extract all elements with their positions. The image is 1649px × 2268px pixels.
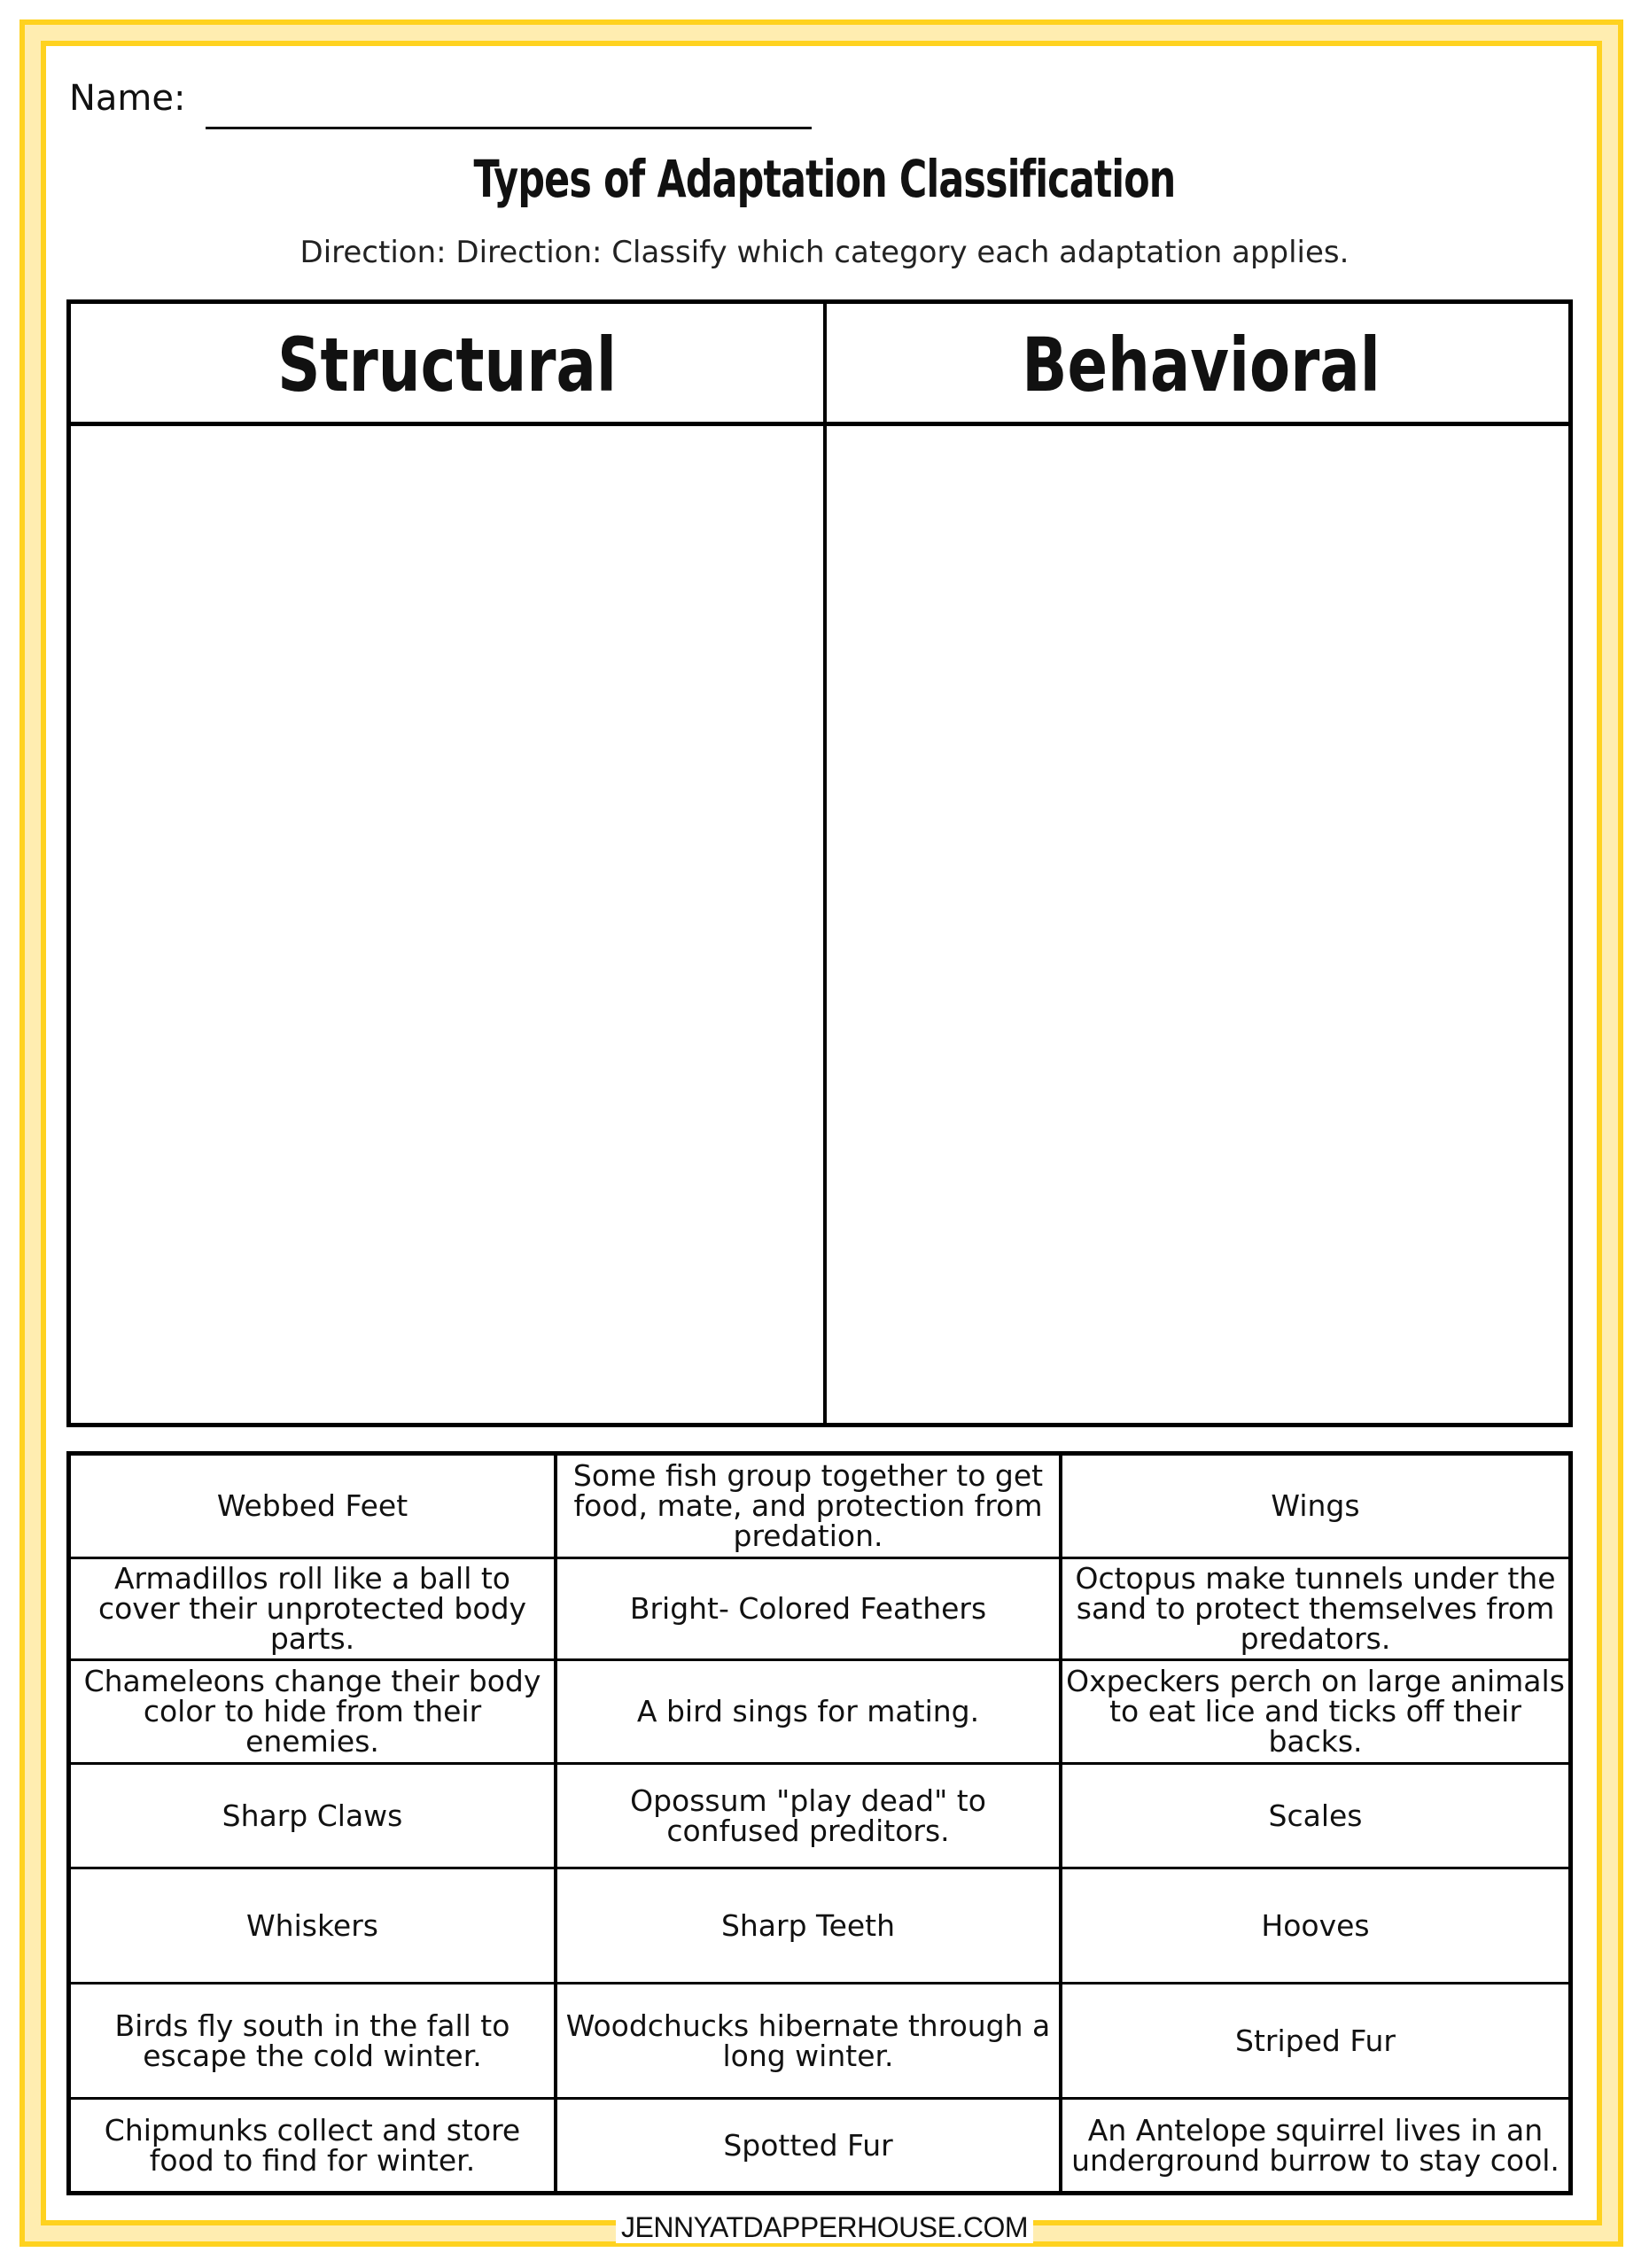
adaptation-card[interactable]: A bird sings for mating.: [557, 1661, 1062, 1765]
adaptation-card[interactable]: Bright- Colored Feathers: [557, 1559, 1062, 1661]
adaptation-card[interactable]: Spotted Fur: [557, 2100, 1062, 2191]
directions-text: Direction: Direction: Classify which category each adaptation applies.: [299, 235, 1350, 270]
adaptation-card[interactable]: Birds fly south in the fall to escape the cold winter.: [71, 1984, 557, 2100]
adaptation-cards-grid: [66, 1451, 1573, 2195]
adaptation-card[interactable]: Octopus make tunnels under the sand to protect themselves from predators.: [1062, 1559, 1568, 1661]
adaptation-card[interactable]: Scales: [1062, 1765, 1568, 1869]
adaptation-card[interactable]: Hooves: [1062, 1869, 1568, 1984]
sorting-chart: [66, 299, 1573, 1427]
adaptation-card[interactable]: Some fish group together to get food, mate, and protection from predation.: [557, 1456, 1062, 1559]
adaptation-card[interactable]: Webbed Feet: [71, 1456, 557, 1559]
website-credit: JENNYATDAPPERHOUSE.COM: [616, 2211, 1033, 2243]
adaptation-card[interactable]: Whiskers: [71, 1869, 557, 1984]
adaptation-card[interactable]: Chameleons change their body color to hide from their enemies.: [71, 1661, 557, 1765]
drop-zone-behavioral[interactable]: [827, 426, 1568, 1423]
adaptation-card[interactable]: Sharp Claws: [71, 1765, 557, 1869]
adaptation-card[interactable]: Oxpeckers perch on large animals to eat lice and ticks off their backs.: [1062, 1661, 1568, 1765]
column-heading-behavioral: Behavioral: [1022, 322, 1381, 408]
adaptation-card[interactable]: Chipmunks collect and store food to find for winter.: [71, 2100, 557, 2191]
adaptation-card[interactable]: Opossum "play dead" to confused preditors.: [557, 1765, 1062, 1869]
adaptation-card[interactable]: An Antelope squirrel lives in an underground burrow to stay cool.: [1071, 2112, 1560, 2178]
adaptation-card[interactable]: Striped Fur: [1062, 1984, 1568, 2100]
name-label: Name:: [69, 78, 186, 119]
drop-zone-structural[interactable]: [71, 426, 821, 1423]
adaptation-card[interactable]: Sharp Teeth: [557, 1869, 1062, 1984]
adaptation-card[interactable]: Wings: [1062, 1456, 1568, 1559]
adaptation-card[interactable]: Woodchucks hibernate through a long winter.: [557, 1984, 1062, 2100]
footer: [0, 2211, 1649, 2244]
column-heading-structural: Structural: [277, 322, 617, 408]
name-write-line[interactable]: [206, 127, 812, 129]
adaptation-card[interactable]: Armadillos roll like a ball to cover their unprotected body parts.: [71, 1559, 557, 1661]
worksheet-title: Types of Adaptation Classification: [473, 149, 1176, 209]
